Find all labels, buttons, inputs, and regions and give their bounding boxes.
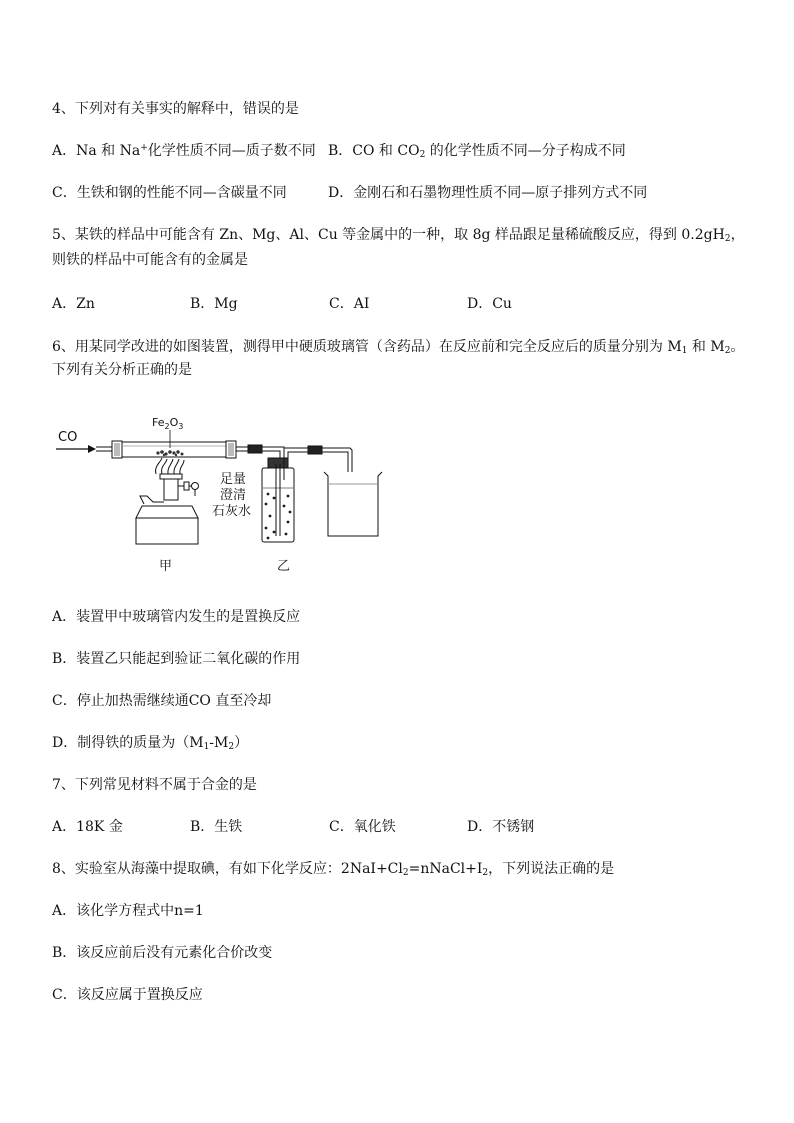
q4-option-b: B．CO 和 $CO_2$ 的化学性质不同—分子构成不同: [328, 143, 626, 160]
q5-option-d: D．Cu: [467, 296, 512, 312]
q7-option-b: B．生铁: [190, 819, 243, 835]
beaker: [324, 472, 382, 536]
q4-option-a: A．Na 和 Na+化学性质不同—质子数不同: [52, 143, 316, 159]
q8-stem: 8、实验室从海藻中提取碘，有如下化学反应：$2NaI+Cl_2=nNaCl+I_2$，下列说法正确的是: [52, 861, 615, 878]
gas-washing-bottle: [262, 458, 294, 542]
q6-option-a: A．装置甲中玻璃管内发生的是置换反应: [52, 609, 301, 625]
q6-option-d: D．制得铁的质量为$(M_1-M_2)$: [52, 735, 249, 752]
q6-stem-line2: 下列有关分析正确的是: [52, 362, 192, 378]
q8-option-c: C．该反应属于置换反应: [52, 987, 203, 1003]
apparatus-label-jia: 甲: [159, 559, 173, 574]
hard-glass-tube: [112, 441, 236, 458]
q5-stem-line2: 则铁的样品中可能含有的金属是: [52, 252, 248, 268]
q7-option-d: D．不锈钢: [467, 819, 535, 835]
lime-water-label-1: 足量: [220, 472, 247, 487]
q7-option-a: A．18K 金: [52, 819, 123, 835]
alcohol-burner: [136, 474, 199, 544]
apparatus-label-yi: 乙: [277, 559, 291, 574]
alcohol-burner-flame: [156, 458, 184, 474]
q8-option-a: A．该化学方程式中n=1: [52, 903, 204, 919]
q8-option-b: B．该反应前后没有元素化合价改变: [52, 945, 273, 961]
q7-option-c: C．氧化铁: [329, 819, 396, 835]
lime-water-label-2: 澄清: [220, 488, 247, 503]
q5-stem: 5、某铁的样品中可能含有 Zn、Mg、Al、Cu 等金属中的一种，取 8g 样品跟足量稀硫酸反应，得到 $0.2gH_2$，: [52, 227, 745, 244]
q4-option-d: D．金刚石和石墨物理性质不同—原子排列方式不同: [328, 185, 648, 201]
co-reduction-apparatus-figure: [52, 408, 392, 578]
q4-option-c: C．生铁和钢的性能不同—含碳量不同: [52, 185, 287, 201]
co-inlet-label: CO: [58, 430, 78, 445]
fe2o3-label: $Fe_2O_3$: [152, 416, 184, 431]
q4-stem: 4、下列对有关事实的解释中，错误的是: [52, 101, 299, 117]
q6-option-c: C．停止加热需继续通CO 直至冷却: [52, 693, 272, 709]
lime-water-label-3: 石灰水: [212, 504, 252, 519]
q5-option-a: A．Zn: [52, 296, 95, 312]
q7-stem: 7、下列常见材料不属于合金的是: [52, 777, 257, 793]
gas-flow-arrow-icon: [88, 445, 96, 453]
q5-option-b: B．Mg: [190, 296, 238, 312]
q6-stem: 6、用某同学改进的如图装置，测得甲中硬质玻璃管（含药品）在反应前和完全反应后的质量分别为 $M_1$ 和 $M_2$。: [52, 339, 745, 356]
q5-option-c: C．AI: [329, 296, 370, 312]
q6-option-b: B．装置乙只能起到验证二氧化碳的作用: [52, 651, 301, 667]
